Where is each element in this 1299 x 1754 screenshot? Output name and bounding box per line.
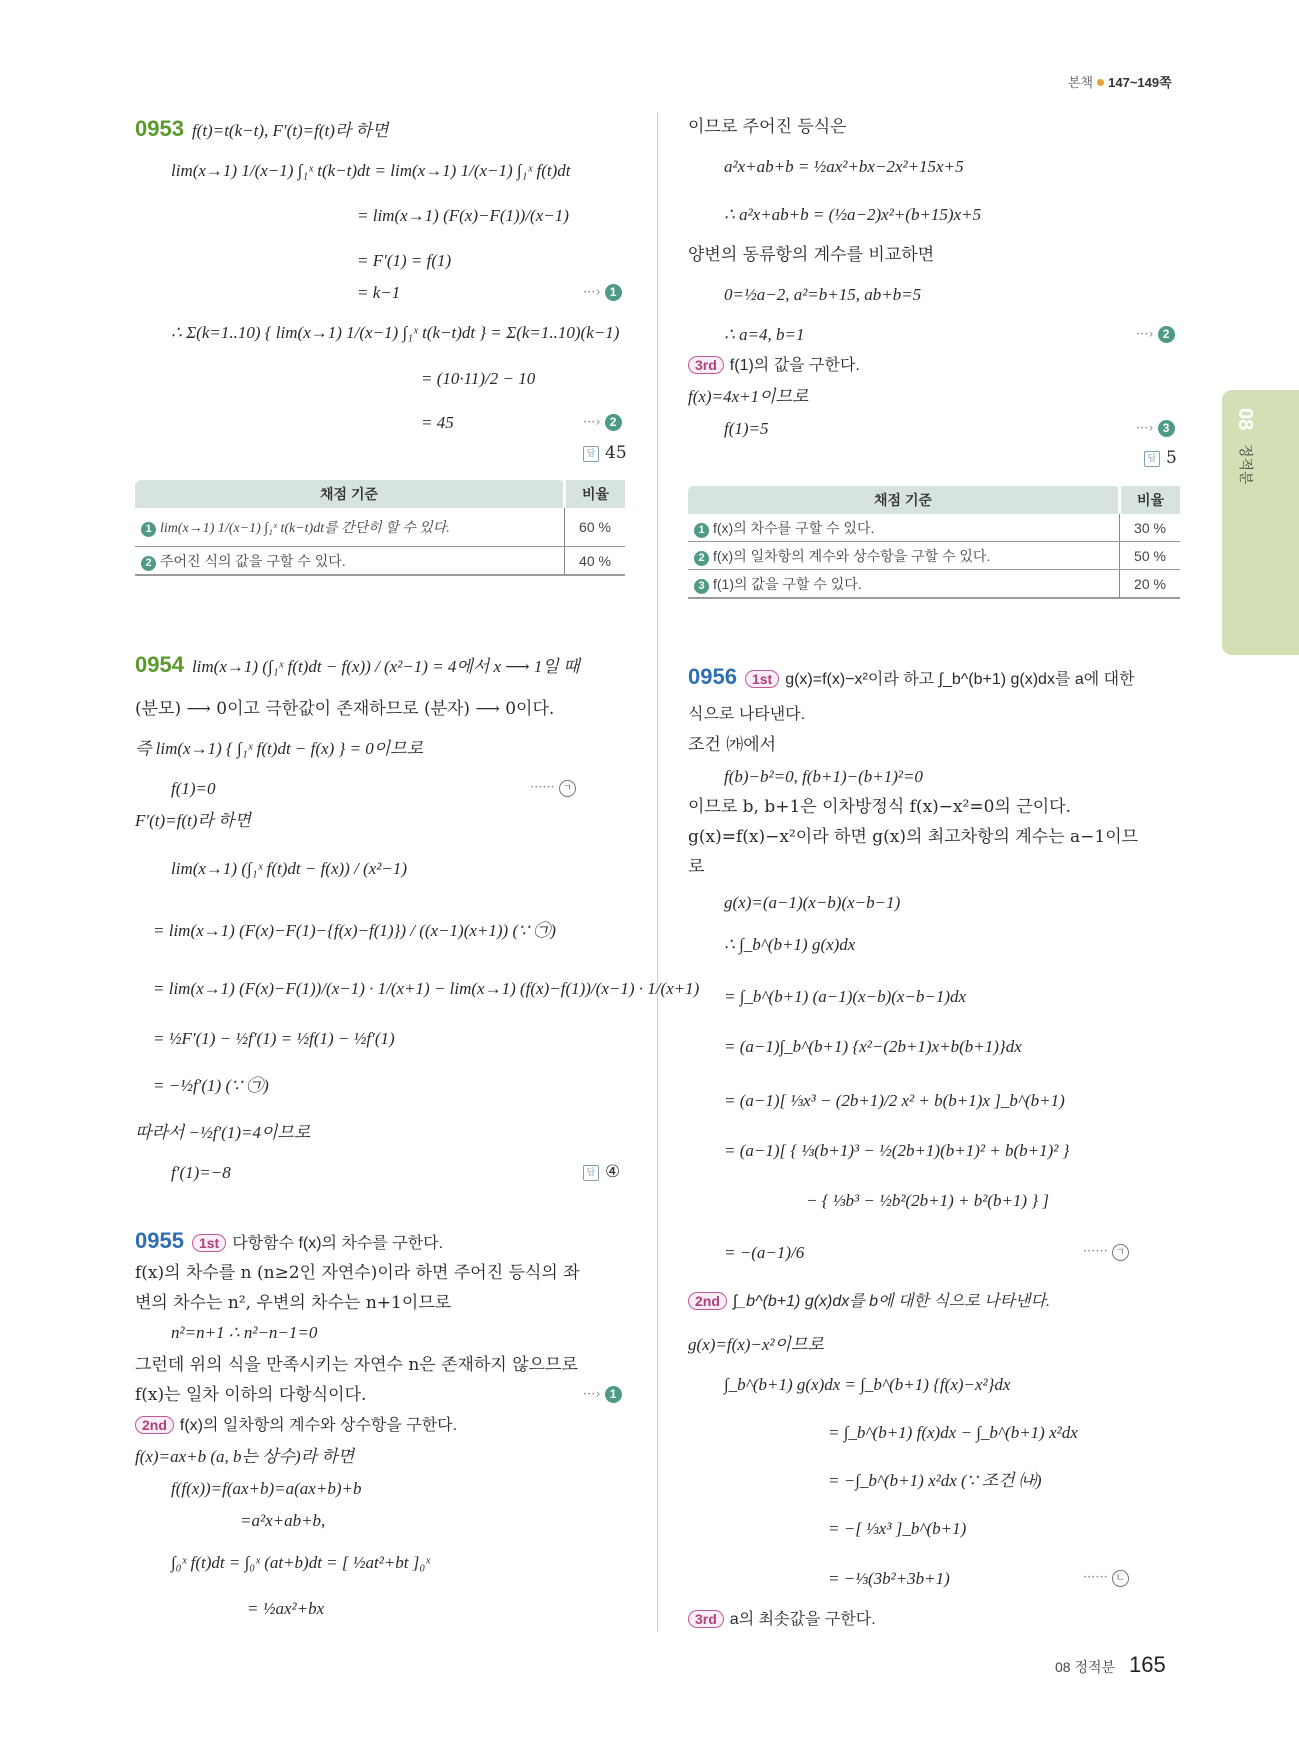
text-line: f(x)의 차수를 n (n≥2인 자연수)이라 하면 주어진 등식의 좌 xyxy=(135,1263,580,1283)
math-line: n²=n+1 ∴ n²−n−1=0 xyxy=(171,1323,318,1342)
text-line: g(x)=f(x)−x²이라 하면 g(x)의 최고차항의 계수는 a−1이므 xyxy=(688,827,1139,847)
circled-nieun-icon: ㄴ xyxy=(1112,1570,1129,1587)
step-badge-2nd: 2nd xyxy=(135,1416,174,1434)
text-line: 이므로 주어진 등식은 xyxy=(688,117,847,137)
math-line: = lim(x→1) (F(x)−F(1)−{f(x)−f(1)}) / ((x−1)(x+1)) (∵ ㉠) xyxy=(153,921,556,940)
bullet-dot-icon xyxy=(1097,79,1104,86)
circled-2-icon: 2 xyxy=(1158,326,1175,343)
answer-icon: 답 xyxy=(583,446,599,462)
math-line: ∴ Σ(k=1..10) { lim(x→1) 1/(x−1) ∫₁ˣ t(k−t)dt } = Σ(k=1..10)(k−1) xyxy=(171,323,620,342)
step-marker-2: ···› 2 xyxy=(583,414,622,431)
header-ratio: 비율 xyxy=(1120,486,1181,514)
math-line: = lim(x→1) (F(x)−F(1))/(x−1) xyxy=(357,206,569,225)
grading-table-0953 xyxy=(135,480,625,576)
circled-3-icon: 3 xyxy=(694,579,709,594)
math-line: = −½f′(1) (∵ ㉠) xyxy=(153,1076,269,1095)
ref-pages: 147~149쪽 xyxy=(1108,75,1172,90)
chapter-number: 08 xyxy=(1234,408,1256,431)
math-line: =a²x+ab+b, xyxy=(240,1511,326,1530)
chapter-side-tab[interactable] xyxy=(1222,390,1299,655)
problem-line: 0954 lim(x→1) (∫₁ˣ f(t)dt − f(x)) / (x²−1) = 4에서 x ⟶ 1일 때 xyxy=(135,652,580,677)
circled-1-icon: 1 xyxy=(694,523,709,538)
ref-marker-a: ······ ㄱ xyxy=(1083,1244,1129,1261)
table-row: 2 주어진 식의 값을 구할 수 있다. 40 % xyxy=(135,547,625,576)
step-marker-1: ···› 1 xyxy=(583,284,622,301)
ref-label: 본책 xyxy=(1068,75,1094,90)
math-line: f(1)=5 xyxy=(724,419,769,438)
step-marker-1: ···› 1 xyxy=(583,1386,622,1403)
math-line: 0=½a−2, a²=b+15, ab+b=5 xyxy=(724,285,922,304)
ref-marker-a: ······ ㄱ xyxy=(530,780,576,797)
answer-icon: 답 xyxy=(583,1165,599,1181)
math-line: f(x)=4x+1이므로 xyxy=(688,387,809,406)
step-badge-1st: 1st xyxy=(745,670,779,688)
math-line: g(x)=(a−1)(x−b)(x−b−1) xyxy=(724,893,901,912)
math-line: = ½F′(1) − ½f′(1) = ½f(1) − ½f′(1) xyxy=(153,1029,395,1048)
step-badge-1st: 1st xyxy=(192,1234,226,1252)
math-line: = −⅓(3b²+3b+1) xyxy=(828,1569,950,1588)
math-line: ∫_b^(b+1) g(x)dx = ∫_b^(b+1) {f(x)−x²}dx xyxy=(724,1375,1011,1394)
chapter-title: 정적분 xyxy=(1237,444,1253,485)
column-divider xyxy=(657,112,658,1632)
math-line: lim(x→1) 1/(x−1) ∫₁ˣ t(k−t)dt = lim(x→1) 1/(x−1) ∫₁ˣ f(t)dt xyxy=(171,161,571,180)
table-row: 2 f(x)의 일차항의 계수와 상수항을 구할 수 있다. 50 % xyxy=(688,542,1180,570)
math-line: f′(1)=−8 xyxy=(171,1163,231,1182)
math-line: = −(a−1)/6 xyxy=(724,1243,805,1262)
header-criteria: 채점 기준 xyxy=(688,486,1120,514)
page-footer xyxy=(1055,1652,1166,1678)
math-line: f(b)−b²=0, f(b+1)−(b+1)²=0 xyxy=(724,767,923,786)
math-line: f(x)=ax+b (a, b는 상수)라 하면 xyxy=(135,1447,355,1466)
text-line: (분모) ⟶ 0이고 극한값이 존재하므로 (분자) ⟶ 0이다. xyxy=(135,699,555,719)
math-line: ∴ a²x+ab+b = (½a−2)x²+(b+15)x+5 xyxy=(724,205,982,224)
step-line: 3rd f(1)의 값을 구한다. xyxy=(688,354,860,377)
math-line: = ∫_b^(b+1) (a−1)(x−b)(x−b−1)dx xyxy=(724,987,967,1006)
text-line: 식으로 나타낸다. xyxy=(688,706,806,723)
ref-marker-b: ······ ㄴ xyxy=(1083,1570,1129,1587)
math-line: = 45 xyxy=(421,413,454,432)
problem-line: 0955 1st 다항함수 f(x)의 차수를 구한다. xyxy=(135,1228,444,1253)
text-line: f(x)는 일차 이하의 다항식이다. xyxy=(135,1385,367,1405)
problem-line: 0956 1st g(x)=f(x)−x²이라 하고 ∫_b^(b+1) g(x)dx를 a에 대한 xyxy=(688,664,1135,689)
answer-0954: 답 ④ xyxy=(583,1162,620,1182)
circled-1-icon: 1 xyxy=(605,1386,622,1403)
math-line: f(1)=0 xyxy=(171,779,216,798)
table-row: 1 f(x)의 차수를 구할 수 있다. 30 % xyxy=(688,514,1180,542)
math-line: = −[ ⅓x³ ]_b^(b+1) xyxy=(828,1519,967,1538)
math-line: ∫₀ˣ f(t)dt = ∫₀ˣ (at+b)dt = [ ½at²+bt ]₀ˣ xyxy=(171,1553,431,1572)
math-line: = (a−1)[ { ⅓(b+1)³ − ½(2b+1)(b+1)² + b(b+1)² } xyxy=(724,1141,1070,1160)
step-marker-3: ···› 3 xyxy=(1136,420,1175,437)
math-line: lim(x→1) (∫₁ˣ f(t)dt − f(x)) / (x²−1) xyxy=(171,859,407,878)
math-line: = k−1 xyxy=(357,283,401,302)
answer-0953: 답 45 xyxy=(583,443,627,463)
math-line: = lim(x→1) (F(x)−F(1))/(x−1) · 1/(x+1) − lim(x→1) (f(x)−f(1))/(x−1) · 1/(x+1) xyxy=(153,979,700,998)
math-line: F′(t)=f(t)라 하면 xyxy=(135,811,251,830)
answer-0955: 답 5 xyxy=(1144,448,1177,468)
grading-table-0955 xyxy=(688,486,1180,599)
circled-2-icon: 2 xyxy=(605,414,622,431)
text-line: 로 xyxy=(688,857,705,877)
footer-chapter: 08 정적분 xyxy=(1055,1659,1116,1675)
circled-giyeok-icon: ㄱ xyxy=(1112,1244,1129,1261)
circled-giyeok-icon: ㄱ xyxy=(559,780,576,797)
step-line: 2nd f(x)의 일차항의 계수와 상수항을 구한다. xyxy=(135,1414,457,1437)
math-line: = ½ax²+bx xyxy=(247,1599,325,1618)
circled-3-icon: 3 xyxy=(1158,420,1175,437)
circled-2-icon: 2 xyxy=(141,556,156,571)
step-badge-3rd: 3rd xyxy=(688,356,724,374)
math-line: = (10·11)/2 − 10 xyxy=(421,369,536,388)
step-badge-2nd: 2nd xyxy=(688,1292,727,1310)
math-line: ∴ a=4, b=1 xyxy=(724,325,805,344)
step-line: 3rd a의 최솟값을 구한다. xyxy=(688,1608,876,1631)
math-line: = (a−1)[ ⅓x³ − (2b+1)/2 x² + b(b+1)x ]_b^(b+1) xyxy=(724,1091,1065,1110)
math-line: − { ⅓b³ − ½b²(2b+1) + b²(b+1) } ] xyxy=(806,1191,1050,1210)
math-line: g(x)=f(x)−x²이므로 xyxy=(688,1335,824,1354)
text-line: 변의 차수는 n², 우변의 차수는 n+1이므로 xyxy=(135,1293,452,1313)
page-number: 165 xyxy=(1129,1652,1166,1677)
math-line: 따라서 −½f′(1)=4이므로 xyxy=(135,1123,311,1142)
answer-icon: 답 xyxy=(1144,451,1160,467)
math-line: f(f(x))=f(ax+b)=a(ax+b)+b xyxy=(171,1479,362,1498)
problem-number: 0954 xyxy=(135,652,184,677)
math-line: ∴ ∫_b^(b+1) g(x)dx xyxy=(724,935,856,954)
text-line: 양변의 동류항의 계수를 비교하면 xyxy=(688,245,935,265)
step-line: 2nd ∫_b^(b+1) g(x)dx를 b에 대한 식으로 나타낸다. xyxy=(688,1290,1050,1313)
problem-number: 0953 xyxy=(135,116,184,141)
math-line: a²x+ab+b = ½ax²+bx−2x²+15x+5 xyxy=(724,157,964,176)
header-criteria: 채점 기준 xyxy=(135,480,565,508)
math-line: = F′(1) = f(1) xyxy=(357,251,452,270)
text-line: 그런데 위의 식을 만족시키는 자연수 n은 존재하지 않으므로 xyxy=(135,1355,578,1375)
textbook-page-reference xyxy=(1068,72,1172,91)
table-row: 1 lim(x→1) 1/(x−1) ∫₁ˣ t(k−t)dt를 간단히 할 수 있다. 60 % xyxy=(135,508,625,547)
problem-line: 0953 f(t)=t(k−t), F′(t)=f(t)라 하면 xyxy=(135,116,389,141)
table-row: 3 f(1)의 값을 구할 수 있다. 20 % xyxy=(688,570,1180,599)
math-line: 즉 lim(x→1) { ∫₁ˣ f(t)dt − f(x) } = 0이므로 xyxy=(135,739,424,758)
text-line: 이므로 b, b+1은 이차방정식 f(x)−x²=0의 근이다. xyxy=(688,797,1071,817)
circled-1-icon: 1 xyxy=(605,284,622,301)
math-line: = ∫_b^(b+1) f(x)dx − ∫_b^(b+1) x²dx xyxy=(828,1423,1078,1442)
circled-1-icon: 1 xyxy=(141,522,156,537)
problem-number: 0955 xyxy=(135,1228,184,1253)
math-line: = (a−1)∫_b^(b+1) {x²−(2b+1)x+b(b+1)}dx xyxy=(724,1037,1022,1056)
header-ratio: 비율 xyxy=(565,480,626,508)
step-marker-2: ···› 2 xyxy=(1136,326,1175,343)
text-line: 조건 ㈎에서 xyxy=(688,735,777,755)
math-line: = −∫_b^(b+1) x²dx (∵ 조건 ㈏) xyxy=(828,1471,1042,1490)
circled-2-icon: 2 xyxy=(694,551,709,566)
step-badge-3rd: 3rd xyxy=(688,1610,724,1628)
problem-number: 0956 xyxy=(688,664,737,689)
